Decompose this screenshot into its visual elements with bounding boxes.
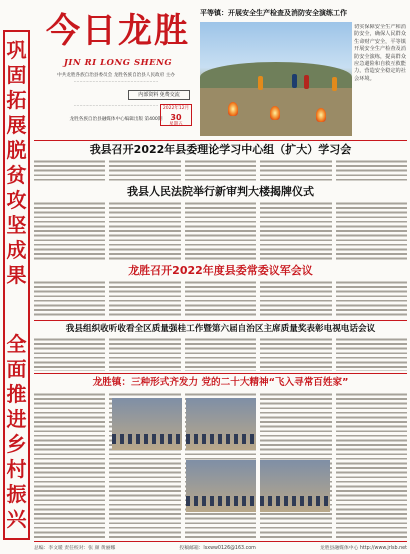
slogan-char: 果: [6, 263, 27, 287]
photo-person: [292, 74, 297, 88]
text-column: [260, 280, 331, 318]
registration-line: ··························································: [73, 80, 159, 85]
issue-weekday: 星期五: [169, 121, 183, 127]
slogan-char: 攻: [6, 188, 27, 212]
publisher-line: 中共龙胜各族自治县委员会 龙胜各族自治县人民政府 主办: [57, 73, 175, 78]
fire-icon: [270, 106, 280, 120]
slogan-char: 成: [6, 238, 27, 262]
newspaper-pinyin: JIN RI LONG SHENG: [63, 58, 173, 68]
photo-people: [186, 496, 256, 506]
article-5-headline: 龙胜镇：三种形式齐发力 党的二十大精神“飞入寻常百姓家”: [92, 377, 349, 388]
slogan-banner: [3, 30, 30, 540]
article-1-headline: 我县召开2022年县委理论学习中心组（扩大）学习会: [89, 143, 352, 156]
text-column: [34, 280, 105, 318]
editor-line: 龙胜各族自治县融媒体中心编辑出版 第400期: [69, 117, 163, 122]
text-column: [336, 201, 407, 261]
article-3-body: [34, 280, 407, 318]
text-column: [185, 201, 256, 261]
slogan-char: 面: [6, 357, 27, 381]
issue-month: 2022年12月: [162, 106, 190, 111]
slogan-char: 兴: [6, 507, 27, 531]
text-column: [109, 201, 180, 261]
issue-day: 30: [170, 112, 182, 122]
photo-person: [258, 76, 263, 90]
article-3-headline: 龙胜召开2022年度县委常委议军会议: [128, 264, 313, 277]
article-2-body: [34, 201, 407, 261]
photo-caption: 切实保障安全生产和消防安全，确保人民群众生命财产安全，平等镇开展安全生产检查及消防安全演练，提高群众应急避险和自救互救能力，营造安全稳定的社会环境。: [354, 24, 406, 82]
newspaper-title: 今日龙胜: [46, 11, 190, 51]
text-column: [34, 337, 105, 371]
article-4-body: [34, 337, 407, 371]
slogan-char: 贫: [6, 163, 27, 187]
fire-drill-photo: [200, 22, 352, 136]
text-column: [260, 201, 331, 261]
text-column: [109, 159, 180, 183]
photo-person: [304, 75, 309, 89]
internal-stamp: 内部资料 免费交流: [128, 90, 190, 100]
section-rule: [34, 373, 407, 374]
text-column: [336, 392, 407, 538]
slogan-line-1: [7, 38, 27, 288]
text-column: [336, 280, 407, 318]
article-photo: [260, 460, 330, 512]
slogan-char: 脱: [6, 138, 27, 162]
slogan-char: 进: [6, 407, 27, 431]
slogan-char: 推: [6, 382, 27, 406]
slogan-line-2: [7, 332, 27, 532]
slogan-char: 展: [6, 113, 27, 137]
text-column: [260, 337, 331, 371]
text-column: [109, 337, 180, 371]
slogan-char: 全: [6, 332, 27, 356]
text-column: [185, 337, 256, 371]
article-photo: [186, 460, 256, 512]
text-column: [336, 159, 407, 183]
footer-editors: 总编：李文暖 责任校对：张 颜 黄丽娜: [34, 545, 116, 551]
slogan-char: 村: [6, 457, 27, 481]
text-column: [185, 280, 256, 318]
slogan-char: 振: [6, 482, 27, 506]
section-rule: [34, 320, 407, 321]
article-1-body: [34, 159, 407, 183]
slogan-char: 坚: [6, 213, 27, 237]
text-column: [34, 201, 105, 261]
photo-story: [200, 6, 407, 138]
slogan-char: 固: [6, 63, 27, 87]
photo-headline: 平等镇：开展安全生产检查及消防安全演练工作: [200, 9, 347, 17]
article-photo: [112, 398, 182, 450]
text-column: [34, 392, 105, 538]
issue-date-box: [160, 104, 192, 126]
text-column: [185, 159, 256, 183]
slogan-char: 巩: [6, 38, 27, 62]
photo-person: [332, 77, 337, 91]
contact-line: ··························································: [73, 104, 159, 109]
section-rule: [34, 140, 407, 141]
article-2-headline: 我县人民法院举行新审判大楼揭牌仪式: [127, 185, 314, 198]
slogan-char: 拓: [6, 88, 27, 112]
text-column: [260, 159, 331, 183]
fire-icon: [228, 102, 238, 116]
page-footer: [34, 541, 407, 552]
photo-people: [112, 434, 182, 444]
article-photo: [186, 398, 256, 450]
photo-people: [186, 434, 256, 444]
footer-email[interactable]: 投稿邮箱：lsxww0126@163.com: [179, 545, 256, 551]
slogan-char: 乡: [6, 432, 27, 456]
text-column: [109, 280, 180, 318]
text-column: [336, 337, 407, 371]
text-column: [34, 159, 105, 183]
photo-people: [260, 496, 330, 506]
article-4-headline: 我县组织收听收看全区质量强桂工作暨第六届自治区主席质量奖表彰电视电话会议: [65, 324, 376, 334]
footer-website[interactable]: 龙胜县融媒体中心 http://www.jrlsb.net: [319, 545, 407, 551]
fire-icon: [316, 108, 326, 122]
